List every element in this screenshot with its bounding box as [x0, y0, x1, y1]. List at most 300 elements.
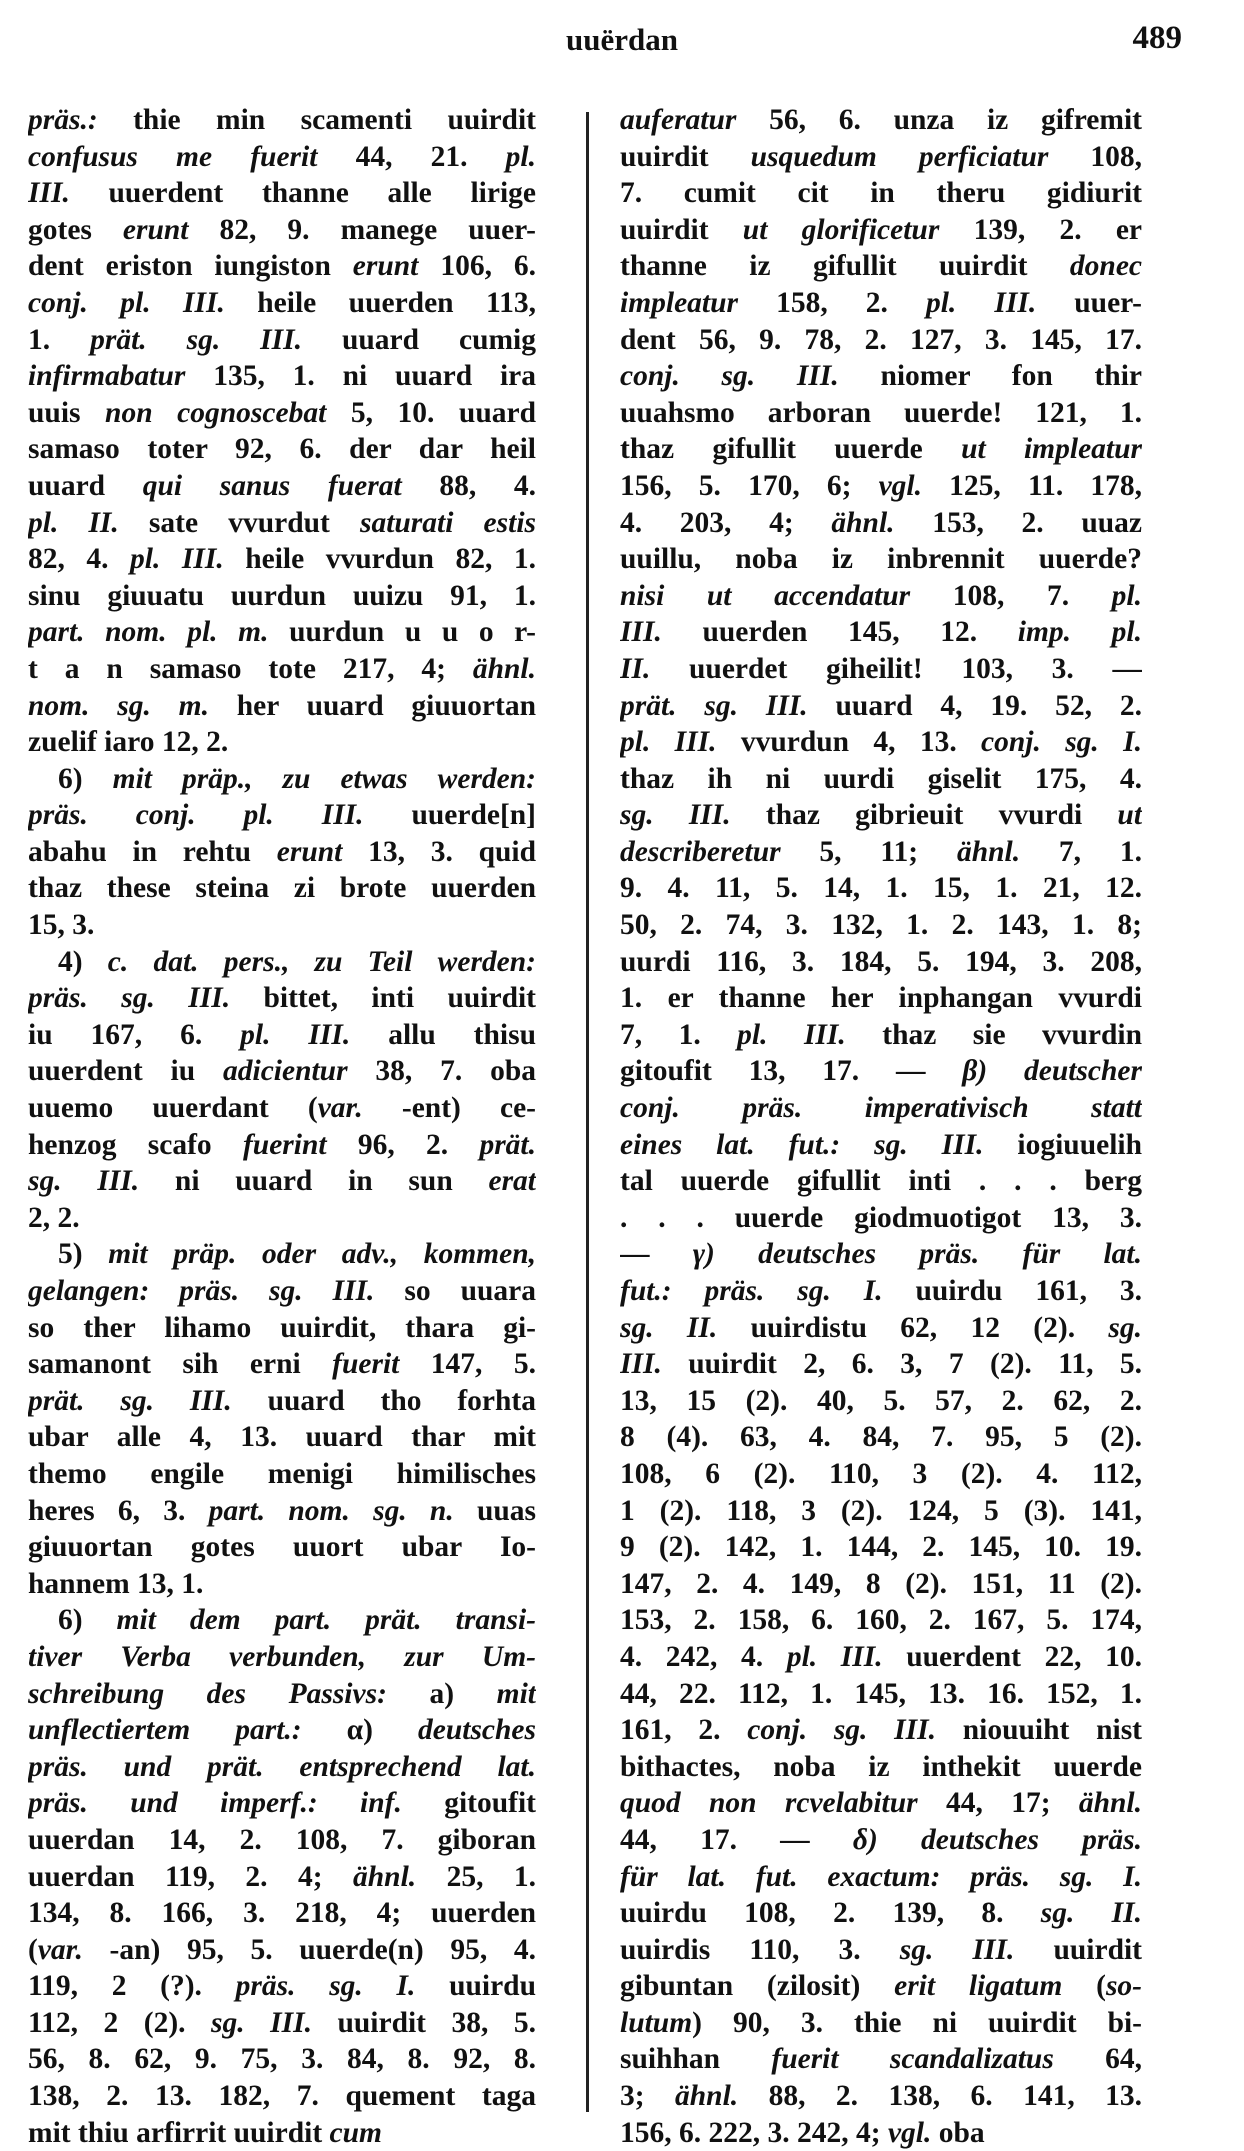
- italic-text: conj. sg. I.: [981, 726, 1142, 759]
- italic-text: präs.:: [28, 104, 98, 136]
- entry-line: [620, 1932, 1142, 1969]
- roman-text: 44, 17;: [917, 1787, 1079, 1820]
- italic-text: präs. conj. pl. III.: [28, 799, 364, 832]
- roman-text: uuard cumig: [302, 323, 536, 356]
- roman-text: uurdun u u o r-: [268, 616, 536, 649]
- roman-text: 9. 4. 11, 5. 14, 1. 15, 1. 21, 12.: [620, 872, 1142, 905]
- roman-text: uuis: [28, 396, 106, 429]
- roman-text: 134, 8. 166, 3. 218, 4; uuerden: [28, 1897, 536, 1930]
- entry-line: [28, 1310, 536, 1347]
- entry-line: [28, 175, 536, 212]
- entry-line: [620, 1566, 1142, 1603]
- italic-text: confusus me fuerit: [28, 140, 318, 173]
- roman-text: 1. er thanne her inphangan vvurdi: [620, 982, 1142, 1015]
- entry-line: [620, 1127, 1142, 1164]
- roman-text: 161, 2.: [620, 1714, 748, 1747]
- roman-text: 125, 11. 178,: [922, 469, 1142, 502]
- italic-text: III.: [28, 177, 70, 210]
- entry-line: [620, 212, 1142, 249]
- roman-text: 82, 9. manege uuer-: [188, 213, 536, 246]
- entry-line: [28, 1053, 536, 1090]
- entry-line: [28, 1932, 536, 1969]
- entry-line: [28, 1017, 536, 1054]
- entry-line: [620, 980, 1142, 1017]
- entry-line: [620, 1968, 1142, 2005]
- roman-text: uuirdit: [1014, 1933, 1142, 1966]
- roman-text: t a n samaso tote 217, 4;: [28, 652, 473, 685]
- roman-text: 112, 2 (2).: [28, 2006, 212, 2039]
- roman-text: oba: [931, 2116, 985, 2149]
- roman-text: uuerdan 14, 2. 108, 7. giboran: [28, 1823, 536, 1856]
- italic-text: cum: [329, 2116, 382, 2149]
- roman-text: 156, 5. 170, 6;: [620, 469, 879, 502]
- italic-text: ut: [1117, 799, 1142, 832]
- entry-line: [28, 761, 536, 798]
- italic-text: vgl.: [887, 2116, 932, 2149]
- roman-text: 108, 7.: [910, 579, 1112, 612]
- italic-text: III.: [620, 1348, 662, 1381]
- italic-text: mit: [496, 1677, 536, 1710]
- roman-text: 158, 2.: [738, 286, 926, 319]
- entry-line: [620, 1529, 1142, 1566]
- entry-line: [28, 1529, 536, 1566]
- roman-text: —: [620, 1238, 693, 1271]
- roman-text: uuerdent thanne alle lirige: [69, 177, 536, 210]
- entry-line: [28, 1676, 536, 1713]
- roman-text: α): [301, 1714, 418, 1747]
- entry-line: [28, 2115, 536, 2151]
- roman-text: uuahsmo arboran uuerde! 121, 1.: [620, 396, 1142, 429]
- italic-text: auferatur: [620, 104, 737, 136]
- roman-text: bithactes, noba iz inthekit uuerde: [620, 1750, 1142, 1783]
- italic-text: ähnl.: [472, 652, 536, 685]
- entry-line: [28, 358, 536, 395]
- italic-text: ähnl.: [353, 1860, 417, 1893]
- roman-text: uuard: [28, 469, 143, 502]
- roman-text: 8 (4). 63, 4. 84, 7. 95, 5 (2).: [620, 1421, 1142, 1454]
- roman-text: uuerdent 22, 10.: [882, 1640, 1142, 1673]
- entry-line: [620, 1236, 1142, 1273]
- entry-line: [620, 139, 1142, 176]
- roman-text: iu 167, 6.: [28, 1018, 241, 1051]
- entry-line: [28, 102, 536, 139]
- roman-text: uuard 4, 19. 52, 2.: [807, 689, 1142, 722]
- italic-text: γ) deutsches präs. für lat.: [692, 1238, 1142, 1271]
- entry-line: [620, 614, 1142, 651]
- italic-text: conj. präs. imperativisch statt: [620, 1092, 1142, 1125]
- italic-text: sg. III.: [899, 1933, 1015, 1966]
- entry-line: [28, 322, 536, 359]
- roman-text: 50, 2. 74, 3. 132, 1. 2. 143, 1. 8;: [620, 909, 1142, 942]
- entry-line: [28, 651, 536, 688]
- entry-line: [28, 505, 536, 542]
- italic-text: pl.: [505, 140, 536, 173]
- italic-text: sg. III.: [620, 799, 731, 832]
- italic-text: prät.: [479, 1128, 536, 1161]
- entry-line: [28, 2005, 536, 2042]
- roman-text: her uuard giuuortan: [208, 689, 536, 722]
- roman-text: giuuortan gotes uuort ubar Io-: [28, 1531, 536, 1564]
- roman-text: 7, 1.: [620, 1018, 738, 1051]
- entry-line: [28, 614, 536, 651]
- entry-line: [620, 505, 1142, 542]
- italic-text: sg. II.: [1040, 1897, 1142, 1930]
- italic-text: impleatur: [620, 286, 739, 319]
- entry-line: [28, 1859, 536, 1896]
- entry-line: [620, 1676, 1142, 1713]
- entry-line: [28, 578, 536, 615]
- roman-text: so ther lihamo uuirdit, thara gi-: [28, 1311, 536, 1344]
- entry-line: [620, 1639, 1142, 1676]
- roman-text: uuerdet giheilit! 103, 3. —: [650, 652, 1142, 685]
- roman-text: 106, 6.: [418, 250, 536, 283]
- entry-line: [620, 1053, 1142, 1090]
- entry-line: [28, 2041, 536, 2078]
- italic-text: pl.: [1111, 579, 1142, 612]
- entry-line: [620, 541, 1142, 578]
- roman-text: gitoufit: [401, 1787, 536, 1820]
- roman-text: sinu giuuatu uurdun uuizu 91, 1.: [28, 579, 536, 612]
- roman-text: uuas: [453, 1494, 536, 1527]
- italic-text: erunt: [122, 213, 189, 246]
- italic-text: III.: [620, 616, 662, 649]
- italic-text: deutsches: [418, 1714, 536, 1747]
- entry-line: [28, 212, 536, 249]
- roman-text: themo engile menigi himilisches: [28, 1457, 536, 1490]
- italic-text: erat: [488, 1165, 536, 1198]
- entry-line: [620, 2041, 1142, 2078]
- roman-text: hannem 13, 1.: [28, 1567, 204, 1600]
- roman-text: abahu in rehtu: [28, 835, 277, 868]
- italic-text: präs. und imperf.: inf.: [28, 1787, 402, 1820]
- italic-text: eines lat. fut.: sg. III.: [620, 1128, 984, 1161]
- roman-text: bittet, inti uuirdit: [230, 982, 536, 1015]
- entry-line: [620, 2078, 1142, 2115]
- entry-line: [28, 1200, 536, 1237]
- roman-text: gitoufit 13, 17. —: [620, 1055, 963, 1088]
- italic-text: adicientur: [223, 1055, 348, 1088]
- entry-line: [620, 1419, 1142, 1456]
- entry-line: [620, 1383, 1142, 1420]
- entry-line: [620, 1493, 1142, 1530]
- italic-text: pl. III.: [240, 1018, 351, 1051]
- entry-line: [28, 541, 536, 578]
- entry-line: [620, 1785, 1142, 1822]
- entry-line: [28, 1236, 536, 1273]
- italic-text: nom. sg. m.: [28, 689, 209, 722]
- roman-text: samaso toter 92, 6. der dar heil: [28, 433, 536, 466]
- entry-line: [28, 834, 536, 871]
- roman-text: -ent) ce-: [362, 1092, 536, 1125]
- italic-text: mit dem part. prät. transi-: [116, 1604, 536, 1637]
- italic-text: tiver Verba verbunden, zur Um-: [28, 1640, 536, 1673]
- roman-text: uuemo uuerdant (: [28, 1092, 318, 1125]
- italic-text: var.: [37, 1933, 83, 1966]
- roman-text: 7. cumit cit in theru gidiurit: [620, 177, 1142, 210]
- italic-text: prät. sg. III.: [90, 323, 302, 356]
- roman-text: zuelif iaro 12, 2.: [28, 726, 229, 759]
- roman-text: uuirdit: [620, 140, 751, 173]
- entry-line: [28, 1749, 536, 1786]
- italic-text: prät. sg. III.: [28, 1384, 232, 1417]
- italic-text: saturati estis: [359, 506, 536, 539]
- roman-text: thaz gibrieuit vvurdi: [730, 799, 1118, 832]
- roman-text: thaz ih ni uurdi giselit 175, 4.: [620, 762, 1142, 795]
- roman-text: 6): [58, 1604, 117, 1637]
- roman-text: 38, 7. oba: [347, 1055, 536, 1088]
- roman-text: 25, 1.: [416, 1860, 536, 1893]
- entry-line: [28, 468, 536, 505]
- roman-text: 56, 8. 62, 9. 75, 3. 84, 8. 92, 8.: [28, 2043, 536, 2076]
- roman-text: gibuntan (zilosit): [620, 1970, 895, 2003]
- italic-text: ähnl.: [675, 2080, 739, 2113]
- italic-text: pl. III.: [620, 726, 717, 759]
- entry-line: [28, 431, 536, 468]
- entry-line: [620, 651, 1142, 688]
- italic-text: sg. III.: [211, 2006, 312, 2039]
- italic-text: ut impleatur: [961, 433, 1142, 466]
- entry-line: [28, 1968, 536, 2005]
- roman-text: so uuara: [374, 1275, 536, 1307]
- italic-text: ähnl.: [1078, 1787, 1142, 1820]
- entry-line: [620, 1090, 1142, 1127]
- roman-text: thaz these steina zi brote uuerden: [28, 872, 536, 905]
- running-header-headword: uuërdan: [566, 22, 678, 57]
- entry-line: [620, 797, 1142, 834]
- entry-line: [28, 1346, 536, 1383]
- italic-text: δ) deutsches präs.: [852, 1823, 1142, 1856]
- roman-text: 13, 3. quid: [342, 835, 536, 868]
- italic-text: conj. pl. III.: [28, 286, 225, 319]
- roman-text: 5, 11;: [780, 835, 957, 868]
- entry-line: [28, 1712, 536, 1749]
- roman-text: 153, 2. uuaz: [894, 506, 1142, 539]
- roman-text: heres 6, 3.: [28, 1494, 209, 1527]
- italic-text: fuerit scandalizatus: [771, 2043, 1054, 2076]
- italic-text: ut glorificetur: [742, 213, 940, 246]
- roman-text: ni uuard in sun: [139, 1165, 489, 1198]
- italic-text: conj. sg. III.: [620, 360, 839, 393]
- italic-text: donec: [1069, 250, 1142, 283]
- entry-line: [620, 907, 1142, 944]
- roman-text: sate vvurdut: [118, 506, 360, 539]
- italic-text: conj. sg. III.: [747, 1714, 936, 1747]
- entry-line: [620, 175, 1142, 212]
- italic-text: ähnl.: [831, 506, 895, 539]
- roman-text: 147, 2. 4. 149, 8 (2). 151, 11 (2).: [620, 1567, 1142, 1600]
- roman-text: . . . uuerde giodmuotigot 13, 3.: [620, 1201, 1142, 1234]
- entry-line: [28, 285, 536, 322]
- italic-text: vgl.: [878, 469, 923, 502]
- roman-text: suihhan: [620, 2043, 772, 2076]
- entry-line: [620, 2005, 1142, 2042]
- roman-text: 147, 5.: [399, 1348, 536, 1381]
- entry-line: [28, 944, 536, 981]
- roman-text: thanne iz gifullit uuirdit: [620, 250, 1070, 283]
- roman-text: 1.: [28, 323, 91, 356]
- entry-line: [28, 1822, 536, 1859]
- roman-text: thaz sie vvurdin: [845, 1018, 1142, 1051]
- entry-line: [620, 1273, 1142, 1310]
- italic-text: lutum: [620, 2006, 693, 2039]
- roman-text: 44, 22. 112, 1. 145, 13. 16. 152, 1.: [620, 1677, 1142, 1710]
- italic-text: pl. III.: [130, 543, 224, 576]
- italic-text: mit präp., zu etwas werden:: [112, 762, 536, 795]
- roman-text: 3;: [620, 2080, 676, 2113]
- italic-text: pl. III.: [786, 1640, 883, 1673]
- entry-line: [620, 1822, 1142, 1859]
- roman-text: uuirdit 38, 5.: [311, 2006, 536, 2039]
- italic-text: nisi ut accendatur: [620, 579, 911, 612]
- roman-text: (: [28, 1933, 38, 1966]
- entry-line: [620, 724, 1142, 761]
- entry-line: [620, 322, 1142, 359]
- italic-text: sg. III.: [28, 1165, 140, 1198]
- entry-line: [28, 980, 536, 1017]
- italic-text: imp. pl.: [1017, 616, 1142, 649]
- entry-line: [28, 1273, 536, 1310]
- roman-text: 138, 2. 13. 182, 7. quement taga: [28, 2080, 536, 2113]
- entry-line: [28, 1127, 536, 1164]
- roman-text: 44, 17. —: [620, 1823, 853, 1856]
- roman-text: henzog scafo: [28, 1128, 243, 1161]
- entry-line: [620, 834, 1142, 871]
- italic-text: präs. sg. III.: [28, 982, 231, 1015]
- roman-text: uuerden 145, 12.: [661, 616, 1018, 649]
- italic-text: infirmabatur: [28, 360, 186, 393]
- roman-text: 5): [58, 1238, 109, 1271]
- entry-line: [620, 1859, 1142, 1896]
- roman-text: 15, 3.: [28, 909, 95, 942]
- roman-text: uuerdent iu: [28, 1055, 223, 1088]
- column-divider: [586, 112, 589, 2112]
- italic-text: für lat. fut. exactum: präs. sg. I.: [620, 1860, 1142, 1893]
- entry-line: [28, 724, 536, 761]
- entry-line: [620, 1163, 1142, 1200]
- roman-text: 96, 2.: [326, 1128, 480, 1161]
- entry-line: [620, 468, 1142, 505]
- roman-text: 5, 10. uuard: [326, 396, 536, 429]
- roman-text: uuirdit: [620, 213, 743, 246]
- roman-text: 2, 2.: [28, 1201, 80, 1234]
- entry-line: [28, 797, 536, 834]
- roman-text: uuillu, noba iz inbrennit uuerde?: [620, 543, 1142, 576]
- roman-text: heile uuerden 113,: [224, 286, 536, 319]
- roman-text: thie min scamenti uuirdit: [97, 104, 536, 136]
- italic-text: ähnl.: [956, 835, 1021, 868]
- roman-text: 1 (2). 118, 3 (2). 124, 5 (3). 141,: [620, 1494, 1142, 1527]
- italic-text: prät. sg. III.: [620, 689, 808, 722]
- italic-text: erunt: [352, 250, 419, 283]
- italic-text: mit präp. oder adv., kommen,: [108, 1238, 536, 1271]
- entry-line: [28, 1639, 536, 1676]
- roman-text: uurdi 116, 3. 184, 5. 194, 3. 208,: [620, 945, 1142, 978]
- roman-text: dent eriston iungiston: [28, 250, 353, 283]
- entry-line: [28, 1602, 536, 1639]
- roman-text: a): [386, 1677, 497, 1710]
- entry-line: [28, 1456, 536, 1493]
- roman-text: mit thiu arfirrit uuirdit: [28, 2116, 330, 2149]
- italic-text: unflectiertem part.:: [28, 1714, 302, 1747]
- entry-line: [620, 944, 1142, 981]
- italic-text: gelangen: präs. sg. III.: [28, 1275, 375, 1307]
- entry-line: [620, 761, 1142, 798]
- entry-line: [28, 688, 536, 725]
- entry-line: [28, 1566, 536, 1603]
- entry-line: [28, 1163, 536, 1200]
- entry-line: [28, 1090, 536, 1127]
- italic-text: pl. III.: [737, 1018, 846, 1051]
- entry-line: [620, 358, 1142, 395]
- italic-text: pl. II.: [28, 506, 119, 539]
- entry-line: [620, 1895, 1142, 1932]
- entry-line: [620, 578, 1142, 615]
- entry-line: [620, 870, 1142, 907]
- entry-line: [28, 2078, 536, 2115]
- roman-text: 4): [58, 945, 108, 978]
- entry-line: [620, 1310, 1142, 1347]
- roman-text: tal uuerde gifullit inti . . . berg: [620, 1165, 1142, 1198]
- roman-text: 4. 242, 4.: [620, 1640, 787, 1673]
- italic-text: II.: [620, 652, 651, 685]
- roman-text: 7, 1.: [1020, 835, 1142, 868]
- roman-text: uuirdit 2, 6. 3, 7 (2). 11, 5.: [661, 1348, 1142, 1381]
- italic-text: sg.: [1108, 1311, 1142, 1344]
- roman-text: 6): [58, 762, 113, 795]
- roman-text: 13, 15 (2). 40, 5. 57, 2. 62, 2.: [620, 1384, 1142, 1417]
- page-number: 489: [1132, 20, 1182, 56]
- roman-text: 108,: [1048, 140, 1142, 173]
- entry-line: [620, 1456, 1142, 1493]
- entry-line: [620, 1602, 1142, 1639]
- entry-line: [28, 907, 536, 944]
- italic-text: var.: [317, 1092, 363, 1125]
- entry-line: [28, 1419, 536, 1456]
- roman-text: 119, 2 (?).: [28, 1970, 236, 2003]
- italic-text: part. nom. pl. m.: [28, 616, 269, 649]
- roman-text: allu thisu: [350, 1018, 536, 1051]
- roman-text: uuirdistu 62, 12 (2).: [717, 1311, 1109, 1344]
- roman-text: 108, 6 (2). 110, 3 (2). 4. 112,: [620, 1457, 1142, 1490]
- italic-text: part. nom. sg. n.: [208, 1494, 454, 1527]
- italic-text: erunt: [276, 835, 343, 868]
- roman-text: 64,: [1053, 2043, 1142, 2076]
- roman-text: 4. 203, 4;: [620, 506, 832, 539]
- entry-line: [28, 139, 536, 176]
- entry-line: [28, 870, 536, 907]
- italic-text: non cognoscebat: [105, 396, 327, 429]
- roman-text: ubar alle 4, 13. uuard thar mit: [28, 1421, 536, 1454]
- roman-text: uuerde[n]: [363, 799, 536, 832]
- roman-text: 156, 6. 222, 3. 242, 4;: [620, 2116, 888, 2149]
- italic-text: quod non rcvelabitur: [620, 1787, 918, 1820]
- entry-line: [620, 1749, 1142, 1786]
- entry-line: [28, 248, 536, 285]
- roman-text: uuerdan 119, 2. 4;: [28, 1860, 353, 1893]
- entry-line: [620, 1200, 1142, 1237]
- roman-text: vvurdun 4, 13.: [716, 726, 982, 759]
- roman-text: thaz gifullit uuerde: [620, 433, 962, 466]
- italic-text: schreibung des Passivs:: [28, 1677, 387, 1710]
- italic-text: describeretur: [620, 835, 781, 868]
- roman-text: 44, 21.: [317, 140, 506, 173]
- right-column: [620, 102, 1142, 2151]
- entry-line: [28, 1493, 536, 1530]
- entry-line: [620, 688, 1142, 725]
- roman-text: iogiuuelih: [983, 1128, 1142, 1161]
- roman-text: 135, 1. ni uuard ira: [185, 360, 536, 393]
- italic-text: fuerit: [332, 1348, 400, 1381]
